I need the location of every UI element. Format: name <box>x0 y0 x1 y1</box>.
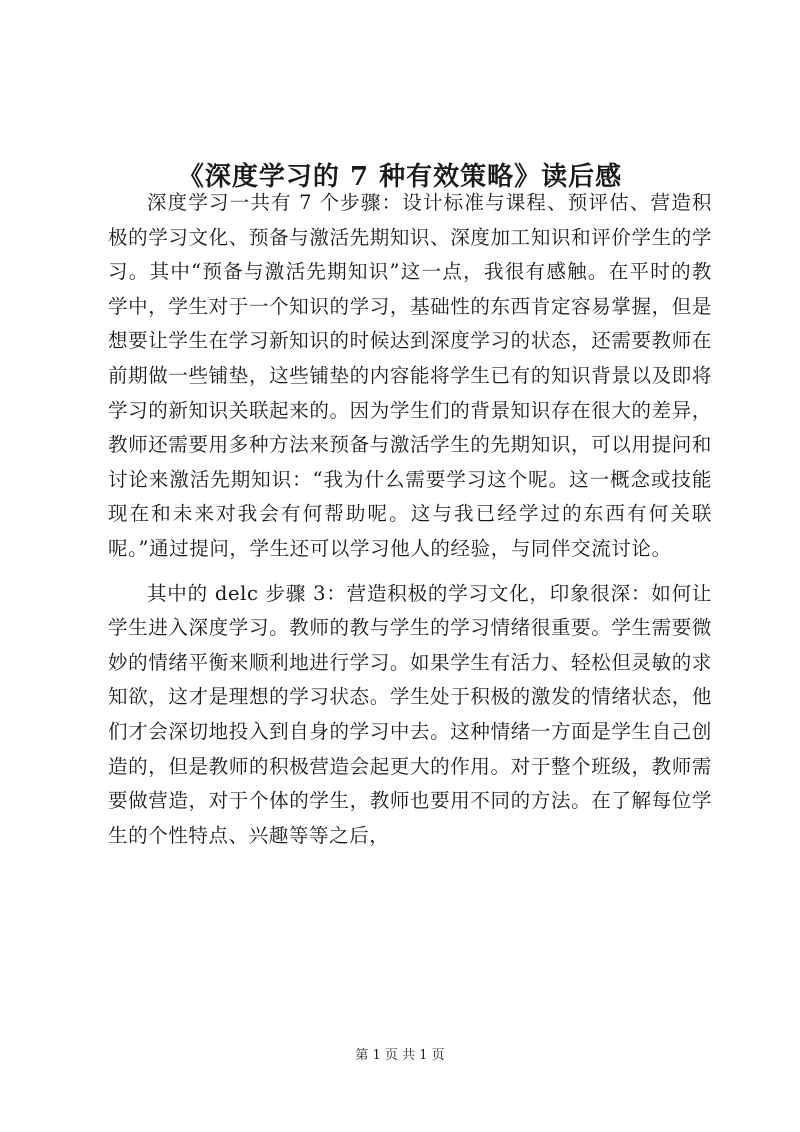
paragraph-1: 深度学习一共有 7 个步骤：设计标准与课程、预评估、营造积极的学习文化、预备与激活先期知识、深度加工知识和评价学生的学习。其中“预备与激活先期知识”这一点，我很有感触。在平时的教学中，学生对于一个知识的学习，基础性的东西肯定容易掌握，但是想要让学生在学习新知识的时候达到深度学习的状态，还需要教师在前期做一些铺垫，这些铺垫的内容能将学生已有的知识背景以及即将学习的新知识关联起来的。因为学生们的背景知识存在很大的差异，教师还需要用多种方法来预备与激活学生的先期知识，可以用提问和讨论来激活先期知识：“我为什么需要学习这个呢。这一概念或技能现在和未来对我会有何帮助呢。这与我已经学过的东西有何关联呢。”通过提问，学生还可以学习他人的经验，与同伴交流讨论。 <box>108 191 712 560</box>
document-title: 《深度学习的 7 种有效策略》读后感 <box>177 162 623 193</box>
paragraph-2: 其中的 delc 步骤 3：营造积极的学习文化，印象很深：如何让学生进入深度学习。教师的教与学生的学习情绪很重要。学生需要微妙的情绪平衡来顺利地进行学习。如果学生有活力、轻松但灵敏的求知欲，这才是理想的学习状态。学生处于积极的激发的情绪状态，他们才会深切地投入到自身的学习中去。这种情绪一方面是学生自己创造的，但是教师的积极营造会起更大的作用。对于整个班级，教师需要做营造，对于个体的学生，教师也要用不同的方法。在了解每位学生的个性特点、兴趣等等之后， <box>108 581 712 847</box>
document-body <box>108 186 712 853</box>
page-footer: 第 1 页 共 1 页 <box>355 1048 445 1063</box>
